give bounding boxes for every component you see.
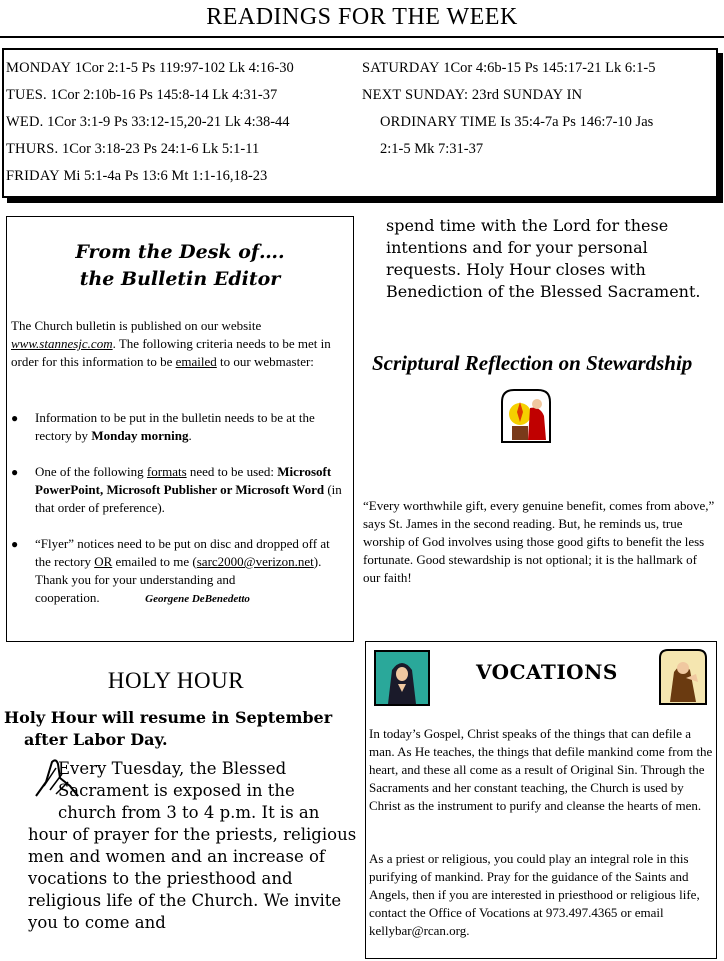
- reading-day: MONDAY: [6, 60, 72, 76]
- candle-offering-icon: [500, 388, 552, 449]
- bullet-bold: Monday morning: [91, 428, 189, 443]
- intro-text: The Church bulletin is published on our website: [11, 318, 262, 333]
- page-title: READINGS FOR THE WEEK: [206, 4, 518, 30]
- reading-text: 1Cor 2:1-5 Ps 119:97-102 Lk 4:16-30: [71, 60, 294, 76]
- bullet-text: “Flyer” notices need to be put on disc and dropped off at the rectory: [35, 536, 330, 569]
- sunday-title: ORDINARY TIME: [380, 114, 497, 130]
- sunday-title: 23rd SUNDAY IN: [471, 87, 583, 103]
- editor-bullet-1: [11, 409, 345, 445]
- website-link[interactable]: www.stannesjc.com: [11, 336, 113, 351]
- bullet-text: emailed to me (: [112, 554, 197, 569]
- reading-next-sunday: [362, 82, 582, 109]
- reading-wednesday: [6, 109, 290, 136]
- scriptural-title: [372, 350, 722, 377]
- scriptural-body: “Every worthwhile gift, every genuine benefit, comes from above,” says St. James in the second reading. But, he reminds us, true worship of God involves using those good gifts to benefit the less fortunate. Good stewardship is not optional; it is the hallmark of our faith!: [363, 498, 715, 585]
- holy-hour-subtitle: [4, 707, 352, 751]
- editor-intro: [11, 317, 345, 371]
- praying-monk-icon: [656, 648, 710, 711]
- title-rule: [0, 36, 724, 38]
- icon-spacer: [0, 758, 58, 824]
- editor-heading-2: the Bulletin Editor: [79, 268, 281, 290]
- vocations-paragraph-1: In today’s Gospel, Christ speaks of the things that can defile a man. As He teaches, the things that defile mankind come from the heart, and these all come as a result of Original Sin. Through the Sacraments and her constant teaching, the Church is used by Christ as the instrument to purify and cleanse the hearts of men.: [369, 726, 713, 813]
- reading-day: TUES.: [6, 87, 47, 103]
- reading-text: 1Cor 2:10b-16 Ps 145:8-14 Lk 4:31-37: [46, 87, 278, 103]
- reading-text: 2:1-5 Mk 7:31-37: [380, 141, 484, 157]
- holy-hour-title: HOLY HOUR: [107, 668, 245, 693]
- reading-text: Is 35:4-7a Ps 146:7-10 Jas: [496, 114, 654, 130]
- reading-friday: [6, 163, 267, 190]
- reading-text: 1Cor 3:18-23 Ps 24:1-6 Lk 5:1-11: [58, 141, 260, 157]
- editor-box: [6, 216, 354, 642]
- or-text: OR: [94, 554, 113, 569]
- holy-hour-body-text: Every Tuesday, the Blessed Sacrament is exposed in the church from 3 to 4 p.m. It is an hour of prayer for the priests, religious men and women and an increase of vocations to the priesthood and religious life of the Church. We invite you to come and: [28, 759, 357, 932]
- reading-day: WED.: [6, 114, 44, 130]
- emailed-text: emailed: [175, 354, 217, 369]
- bullet-text: .: [188, 428, 192, 443]
- scriptural-title-text: Scriptural Reflection on Stewardship: [372, 351, 693, 375]
- bullet-text: ).: [313, 554, 322, 569]
- bullet-icon: ●: [11, 537, 19, 551]
- editor-bullet-3: [11, 535, 345, 608]
- reading-day: NEXT SUNDAY:: [362, 87, 469, 103]
- vocations-title: VOCATIONS: [476, 660, 618, 684]
- praying-nun-icon: [374, 650, 430, 711]
- formats-text: formats: [146, 464, 187, 479]
- readings-box: [2, 48, 718, 198]
- email-link[interactable]: sarc2000@verizon.net: [196, 554, 314, 569]
- holy-hour-body: [28, 758, 358, 934]
- bullet-text: Information to be put in the bulletin needs to be at the rectory by: [35, 410, 315, 443]
- reading-next-sunday-2: [380, 109, 653, 136]
- thanks-text: Thank you for your understanding and cooperation.: [35, 572, 236, 605]
- reading-day: FRIDAY: [6, 168, 60, 184]
- bullet-icon: ●: [11, 465, 19, 479]
- bullet-text: need to be used:: [186, 464, 278, 479]
- bullet-text: (in that order of preference).: [35, 482, 342, 515]
- intro-text: to our webmaster:: [216, 354, 314, 369]
- reading-saturday: [362, 55, 656, 82]
- reading-text: 1Cor 4:6b-15 Ps 145:17-21 Lk 6:1-5: [439, 60, 656, 76]
- reading-day: SATURDAY: [362, 60, 440, 76]
- editor-bullet-2: [11, 463, 345, 517]
- vocations-paragraph-2: As a priest or religious, you could play an integral role in this purifying of mankind. Pray for the guidance of the Saints and Angels, then if you are interested in priesthood or religious life, contact the Office of Vocations at 973.497.4365 or email kellybar@rcan.org.: [369, 851, 700, 938]
- bullet-icon: ●: [11, 411, 19, 425]
- reading-next-sunday-3: [380, 136, 483, 163]
- reading-tuesday: [6, 82, 277, 109]
- reading-day: THURS.: [6, 141, 59, 157]
- intro-text: . The following criteria needs to be met in order for this information to be: [11, 336, 331, 369]
- holy-hour-subtitle-text: Holy Hour will resume in September after Labor Day.: [4, 708, 333, 749]
- reading-text: Mi 5:1-4a Ps 13:6 Mt 1:1-16,18-23: [59, 168, 268, 184]
- reading-thursday: [6, 136, 259, 163]
- bullet-bold: Microsoft PowerPoint, Microsoft Publisher or Microsoft Word: [35, 464, 332, 497]
- editor-heading-1: From the Desk of….: [75, 241, 285, 263]
- reading-text: 1Cor 3:1-9 Ps 33:12-15,20-21 Lk 4:38-44: [43, 114, 290, 130]
- reading-monday: [6, 55, 294, 82]
- editor-signature: Georgene DeBenedetto: [145, 593, 250, 605]
- holy-hour-continued: spend time with the Lord for these intentions and for your personal requests. Holy Hour closes with Benediction of the Blessed Sacrament.: [386, 216, 701, 301]
- bullet-text: One of the following: [35, 464, 147, 479]
